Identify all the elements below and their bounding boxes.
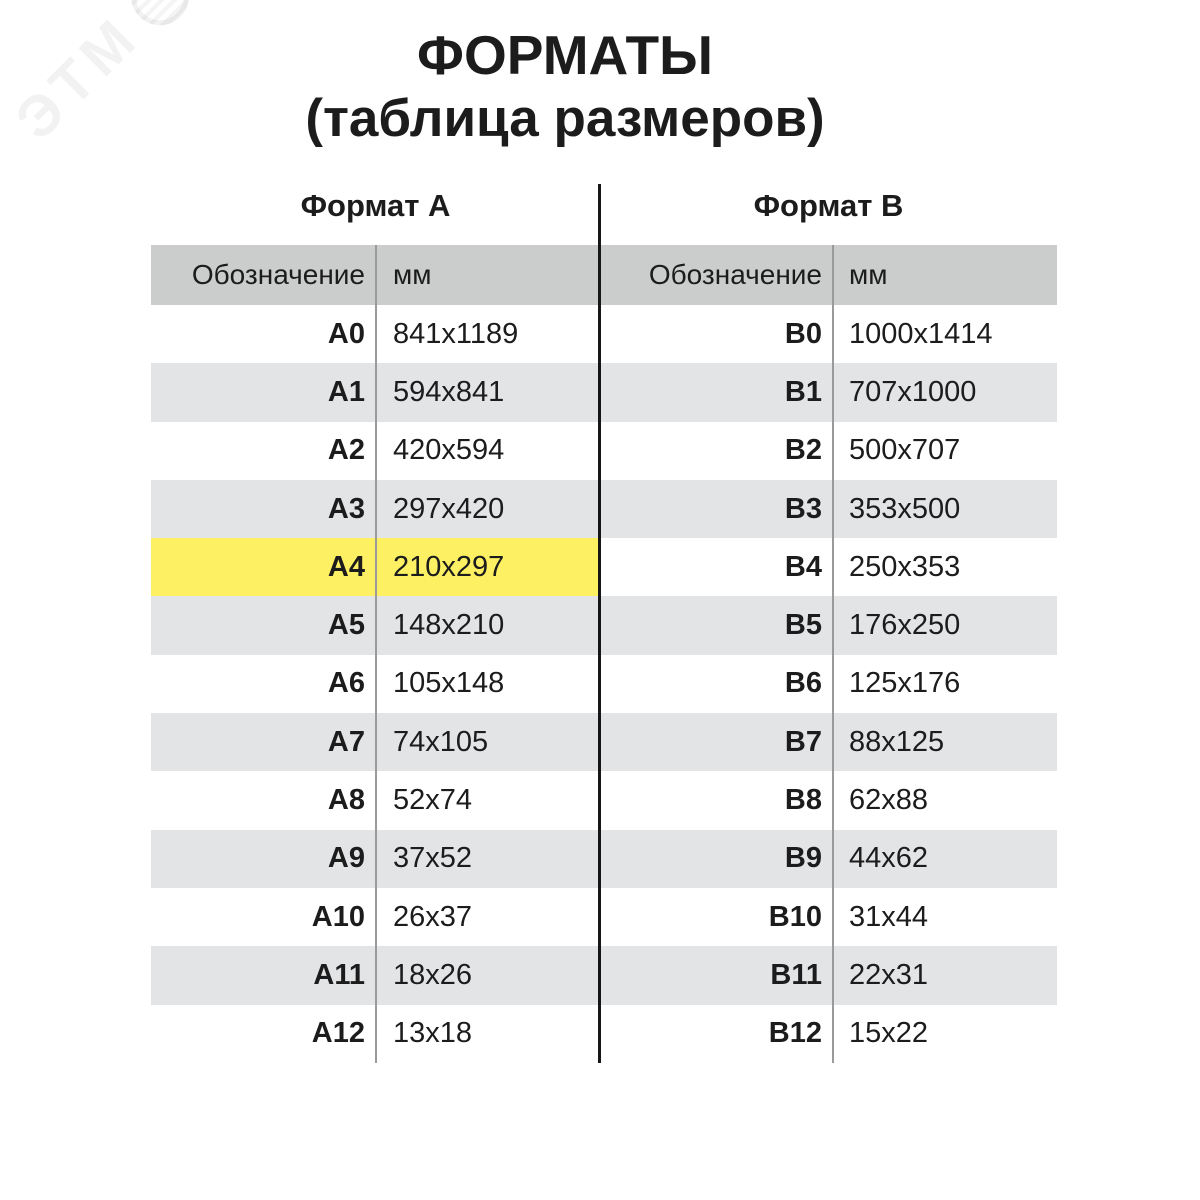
table-row [151,596,1057,654]
format-size-b: 250x353 [833,538,1057,596]
format-size-b: 176x250 [833,596,1057,654]
table-row [151,655,1057,713]
table-rows [151,305,1057,1063]
format-label-a: A9 [151,830,376,888]
format-label-b: B6 [600,655,833,713]
format-label-b: B4 [600,538,833,596]
page-subtitle: (таблица размеров) [305,88,825,148]
table-row [151,888,1057,946]
format-label-b: B0 [600,305,833,363]
format-label-b: B2 [600,422,833,480]
format-label-a: A5 [151,596,376,654]
format-size-a: 297x420 [376,480,600,538]
format-label-a: A3 [151,480,376,538]
format-size-b: 353x500 [833,480,1057,538]
format-size-b: 15x22 [833,1005,1057,1063]
mm-column-header-b: мм [849,259,888,290]
format-size-a: 594x841 [376,363,600,421]
table-row [151,480,1057,538]
format-label-b: B9 [600,830,833,888]
format-label-a: A2 [151,422,376,480]
format-size-a: 105x148 [376,655,600,713]
format-label-a: A4 [151,538,376,596]
size-table [151,245,1057,1063]
table-header-row [151,245,1057,305]
format-label-a: A0 [151,305,376,363]
format-size-a: 148x210 [376,596,600,654]
format-size-b: 1000x1414 [833,305,1057,363]
format-label-a: A7 [151,713,376,771]
format-label-a: A6 [151,655,376,713]
format-size-a: 420x594 [376,422,600,480]
format-size-a: 13x18 [376,1005,600,1063]
format-label-b: B3 [600,480,833,538]
table-row [151,771,1057,829]
format-size-b: 88x125 [833,713,1057,771]
format-size-b: 500x707 [833,422,1057,480]
designation-column-header-b: Обозначение [648,259,822,290]
format-a-header: Формат А [300,188,451,223]
format-size-a: 37x52 [376,830,600,888]
center-divider [598,184,601,1063]
format-label-a: A12 [151,1005,376,1063]
format-size-a: 26x37 [376,888,600,946]
format-label-b: B1 [600,363,833,421]
format-label-a: A1 [151,363,376,421]
format-label-b: B8 [600,771,833,829]
watermark-text: ЭТМ [3,3,153,153]
format-size-a: 210x297 [376,538,600,596]
table-row [151,713,1057,771]
format-label-a: A8 [151,771,376,829]
format-size-a: 18x26 [376,946,600,1004]
format-label-b: B10 [600,888,833,946]
format-size-b: 707x1000 [833,363,1057,421]
format-b-header: Формат В [753,188,904,223]
table-row [151,830,1057,888]
format-size-b: 31x44 [833,888,1057,946]
format-label-a: A11 [151,946,376,1004]
format-size-a: 841x1189 [376,305,600,363]
format-size-a: 74x105 [376,713,600,771]
table-row [151,1005,1057,1063]
format-label-b: B12 [600,1005,833,1063]
format-size-a: 52x74 [376,771,600,829]
table-row [151,363,1057,421]
format-label-b: B11 [600,946,833,1004]
format-size-b: 62x88 [833,771,1057,829]
column-divider-b [832,245,834,1063]
page-title-block [0,24,1165,149]
format-size-b: 44x62 [833,830,1057,888]
format-size-b: 22x31 [833,946,1057,1004]
table-row [151,422,1057,480]
column-divider-a [375,245,377,1063]
format-label-a: A10 [151,888,376,946]
table-row [151,946,1057,1004]
format-label-b: B7 [600,713,833,771]
table-row [151,305,1057,363]
page-title: ФОРМАТЫ [417,24,713,86]
designation-column-header-a: Обозначение [191,259,365,290]
format-size-b: 125x176 [833,655,1057,713]
format-label-b: B5 [600,596,833,654]
mm-column-header-a: мм [393,259,432,290]
table-row [151,538,1057,596]
